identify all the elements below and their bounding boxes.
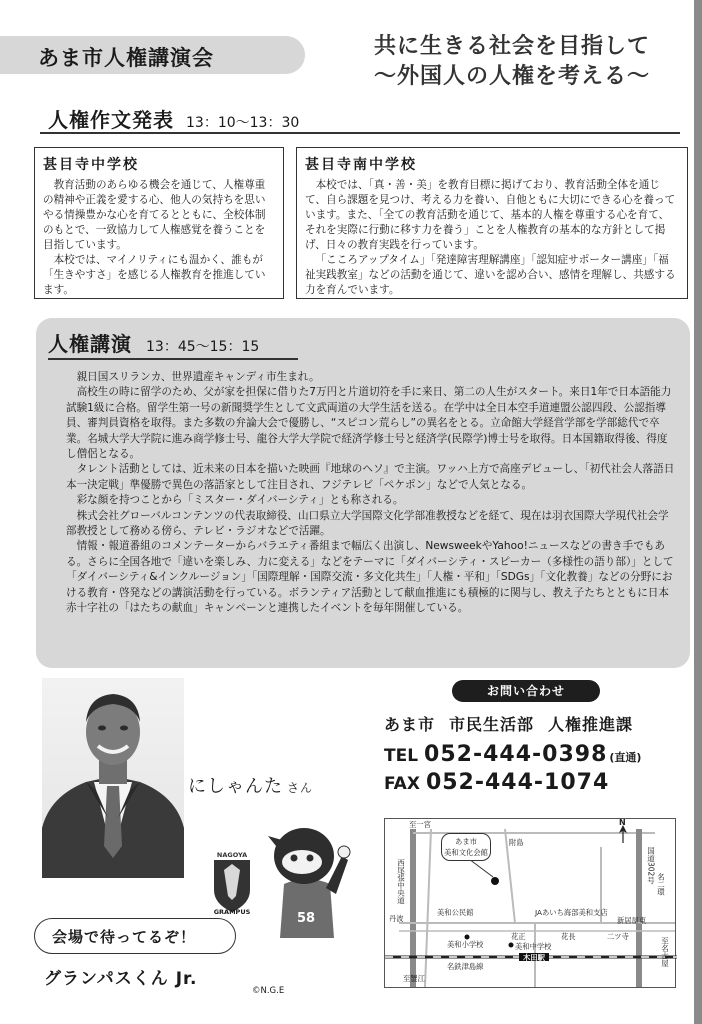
map-label-miwa-kouminkan: 美和公民館 [437, 908, 474, 917]
headline-main: 共に生きる社会を目指して [373, 34, 650, 59]
mascot-illustration [262, 822, 352, 942]
map-label-nagoya: 至名古屋 [660, 937, 670, 967]
bio-paragraph: 情報・報道番組のコメンテーターからバラエティ番組まで幅広く出演し、NewsweekやYahoo!ニュースなどの書き手でもある。さらに全国各地で「違いを楽しみ、力に変える」などをテーマに「ダイバーシティ・スピーカー（多様性の語り部）」として「ダイバーシティ&インクルージョン」「国際理解・国際交流・多文化共生」「人権・平和」「SDGs」「文化教養」などの分野における教育・啓発などの講演活動を行っている。ボランティア活動として献血推進にも積極的に関与し、教え子たちとともに日本赤十字社の「はたちの献血」キャンペーンと連携したイベントを毎年開催している。 [66, 540, 674, 615]
headline [332, 32, 692, 92]
school-text: 教育活動のあらゆる機会を通じて、人権尊重の精神や正義を愛する心、他人の気持ちを思いやる情操豊かな心を育てるとともに、全校体制のもとで、一致協力して人権感覚を養うことを目指しています。 [43, 179, 266, 251]
contact-badge: お問い合わせ [452, 680, 600, 702]
speaker-bio [66, 370, 678, 617]
emblem-top-text: NAGOYA [216, 851, 248, 859]
bio-paragraph: 株式会社グローバルコンテンツの代表取締役、山口県立大学国際文化学部准教授などを経て、現在は羽衣国際大学現代社会学部教授として務める傍ら、テレビ・ラジオなどで活躍。 [66, 509, 669, 538]
school-box-jimokuji [34, 147, 284, 299]
speaker-name-text: にしゃんた [188, 776, 283, 797]
headline-sub: 〜外国人の人権を考える〜 [373, 64, 650, 89]
grampus-emblem-icon [204, 848, 260, 914]
lecture-time: 13：45〜15：15 [146, 339, 260, 355]
tel-number[interactable]: 052-444-0398 [424, 742, 608, 767]
lecture-heading: 人権講演 [48, 332, 132, 356]
map-label-tansui: 丹波 [389, 914, 404, 923]
tel-label: TEL [384, 746, 419, 766]
venue-city: あま市 [455, 837, 477, 846]
map-label-meiniikan: 名二環 [656, 873, 666, 896]
map-roads [385, 819, 677, 989]
school-name: 甚目寺中学校 [43, 157, 139, 173]
event-title: あま市人権講演会 [38, 46, 214, 70]
map-label-miwa-elem: 美和小学校 [447, 940, 484, 949]
map-label-miwa-jh: 美和中学校 [515, 942, 552, 951]
copyright-note: ©N.G.E [252, 986, 285, 996]
school-box-jimokuji-minami [296, 147, 688, 299]
map-label-west-road: 西尾張中央道 [396, 859, 406, 904]
bio-paragraph: 高校生の時に留学のため、父が家を担保に借りた7万円と片道切符を手に来日、第二の人生がスタート。来日1年で日本語能力試験1級に合格。留学生第一号の新聞奨学生として文武両道の大学生活を送る。在学中は全日本空手道連盟公認四段、公認指導員、審判員資格を取得。また多数の弁論大会で優勝し、“スピコン荒らし”の異名をとる。立命館大学経営学部を学部総代で卒業。名城大学大学院に進み商学修士号、龍谷大学大学院で経済学修士号と経済学(民際学)博士号を取得。日本国籍取得後、得度し僧侶となる。 [66, 386, 672, 461]
map-label-route302: 国道302号 [646, 847, 656, 884]
map-label-nozaki: 附島 [509, 838, 524, 847]
map-label-hanaten: 花長 [561, 932, 576, 941]
map-label-station: 木田駅 [523, 953, 545, 962]
grampus-emblem [204, 848, 260, 914]
mascot-name: グランパスくん Jr. [44, 969, 198, 989]
emblem-bottom-text: GRAMPUS [213, 908, 251, 916]
map-label-ja: JAあいち海部美和支店 [535, 908, 608, 917]
school-name: 甚目寺南中学校 [305, 157, 417, 173]
essay-heading-rule [40, 132, 680, 134]
map-label-shinkyo: 新居屋東 [617, 916, 647, 925]
school-text: 本校では、「真・善・美」を教育目標に掲げており、教育活動全体を通じて、自ら課題を見つけ、考える力を養い、自他ともに大切にできる心を養っています。また、「全ての教育活動を通じて、基本的人権を尊重する心を育て、それを実際に行動に移す力を養う」ことを人権教育の基本的な方針として掲げ、日々の教育実践を行っています。 [305, 179, 676, 251]
lecture-section-heading [48, 328, 259, 357]
access-map [384, 818, 676, 988]
jersey-number: 58 [296, 911, 316, 926]
map-label-ichinomiya: 至一宮 [409, 820, 431, 829]
venue-name: 美和文化会館 [444, 848, 488, 857]
page-edge-strip [694, 0, 702, 1024]
lecture-heading-rule [48, 358, 298, 360]
speech-bubble [34, 918, 238, 956]
contact-city: あま市 [384, 715, 436, 734]
bio-paragraph: 親日国スリランカ、世界遺産キャンディ市生まれ。 [76, 371, 320, 383]
map-label-hanamasa: 花正 [511, 932, 526, 941]
speaker-portrait-icon [42, 678, 184, 878]
contact-section: 人権推進課 [548, 715, 634, 734]
map-label-railway: 名鉄津島線 [447, 962, 484, 971]
contact-division: 市民生活部 [449, 715, 535, 734]
department-line [384, 712, 647, 735]
essay-heading: 人権作文発表 [48, 108, 174, 132]
speaker-name [188, 772, 313, 798]
north-label: N [619, 818, 626, 827]
essay-section-heading [48, 104, 299, 133]
event-title-banner [0, 36, 305, 74]
school-text: 本校では、マイノリティにも温かく、誰もが「生きやすさ」を感じる人権教育を推進しています。 [43, 254, 266, 296]
map-label-futatsuji: 二ツ寺 [607, 932, 629, 941]
fax-line [384, 770, 609, 795]
speaker-honorific: さん [287, 781, 314, 795]
fax-number: 052-444-1074 [425, 770, 610, 795]
fax-label: FAX [384, 774, 420, 794]
bio-paragraph: タレント活動としては、近未来の日本を描いた映画『地球のヘソ』で主演。ワッハ上方で高座デビューし、「初代社会人落語日本一決定戦」準優勝で異色の落語家として注目され、フジテレビ「ペケポン」などで人気となる。 [66, 463, 675, 491]
tel-line [384, 742, 641, 767]
speaker-photo [42, 678, 184, 878]
lecture-panel [36, 318, 690, 668]
mascot-icon [262, 822, 352, 942]
speech-text: 会場で待ってるぞ！ [52, 928, 197, 946]
essay-time: 13：10〜13：30 [186, 115, 300, 131]
bio-paragraph: 彩な顔を持つことから「ミスター・ダイバーシティ」とも称される。 [76, 494, 404, 507]
school-text: 「こころアップタイム」「発達障害理解講座」「認知症サポーター講座」「福祉実践教室」などの活動を通じて、違いを認め合い、感情を理解し、共感する力を育んでいます。 [305, 254, 676, 296]
map-label-kanie: 至蟹江 [403, 974, 425, 983]
tel-note: (直通) [609, 751, 642, 764]
venue-callout [441, 833, 491, 861]
